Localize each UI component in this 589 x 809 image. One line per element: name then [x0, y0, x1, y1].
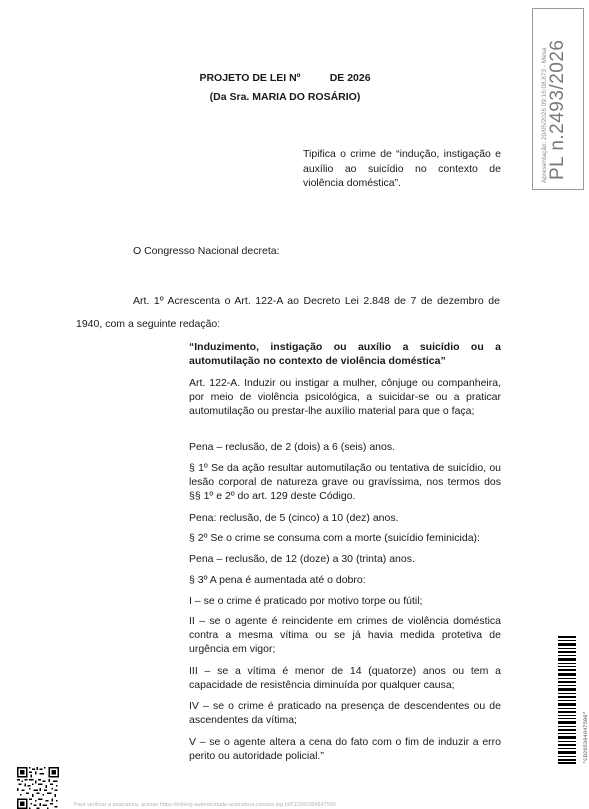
item-ii: II – se o agente é reincidente em crimes de violência doméstica contra a mesma vítima ou se já havia medida protetiva de urgência em vigor;: [189, 615, 501, 656]
paragraph-2: § 2º Se o crime se consuma com a morte (suicídio feminicida):: [189, 532, 480, 544]
qr-code-image: [10, 767, 66, 809]
article-1: Art. 1º Acrescenta o Art. 122-A ao Decreto Lei 2.848 de 7 de dezembro de 1940, com a seguinte redação:: [76, 295, 500, 330]
bill-author: (Da Sra. MARIA DO ROSÁRIO): [209, 91, 361, 103]
item-i: I – se o crime é praticado por motivo torpe ou fútil;: [189, 595, 423, 607]
enactment-clause: O Congresso Nacional decreta:: [133, 245, 280, 257]
paragraph-3: § 3º A pena é aumentada até o dobro:: [189, 574, 366, 586]
barcode-image: [558, 636, 576, 764]
bill-title: PROJETO DE LEI Nº DE 2026: [199, 72, 371, 84]
article-122a: Art. 122-A. Induzir ou instigar a mulher, cônjuge ou companheira, por meio de violência psicológica, a suicidar-se ou a praticar automutilação ou prestar-lhe auxílio material para que o faça;: [189, 377, 501, 418]
penalty-1: Pena – reclusão, de 2 (dois) a 6 (seis) anos.: [189, 441, 396, 453]
bill-number-stamp: PL n.2493/2026: [547, 39, 568, 180]
item-v: V – se o agente altera a cena do fato com o fim de induzir a erro perito ou autoridade policial.”: [189, 736, 501, 763]
submission-stamp: Apresentação: 20/05/2026 09:16:08.873 - Mesa: [541, 47, 548, 183]
barcode-number: *CD265384847500*: [582, 711, 589, 764]
bill-summary: Tipifica o crime de “indução, instigação e auxílio ao suicídio no contexto de violência doméstica”.: [303, 148, 501, 189]
item-iii: III – se a vítima é menor de 14 (quatorze) anos ou tem a capacidade de resistência diminuída por qualquer causa;: [189, 665, 501, 692]
penalty-3: Pena – reclusão, de 12 (doze) a 30 (trinta) anos.: [189, 553, 415, 565]
penalty-2: Pena: reclusão, de 5 (cinco) a 10 (dez) anos.: [189, 512, 399, 524]
item-iv: IV – se o crime é praticado na presença de descendentes ou de ascendentes da vítima;: [189, 700, 501, 727]
quoted-article-title: “Induzimento, instigação ou auxílio a suicídio ou a automutilação no contexto de violência doméstica”: [189, 341, 501, 368]
verification-url[interactable]: Para verificar a assinatura, acesse https://infoleg-autenticidade-assinatura.camara.leg.br/CD265384847500: [74, 802, 336, 808]
paragraph-1: § 1º Se da ação resultar automutilação ou tentativa de suicídio, ou lesão corporal de natureza grave ou gravíssima, nos termos dos §§ 1º e 2º do art. 129 deste Código.: [189, 462, 501, 503]
